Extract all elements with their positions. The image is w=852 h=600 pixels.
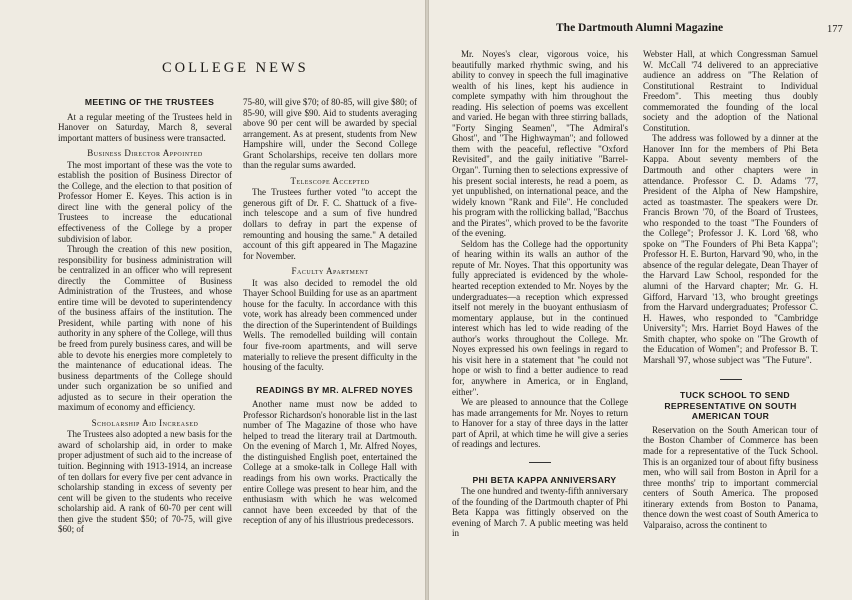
section-divider	[720, 379, 742, 380]
left-column-2	[243, 97, 417, 526]
trustees-intro: At a regular meeting of the Trustees held in Hanover on Saturday, March 8, several important matters of business were transacted.	[58, 111, 232, 143]
running-head: The Dartmouth Alumni Magazine	[556, 22, 724, 34]
subhead-telescope: Telescope Accepted	[290, 175, 370, 186]
subhead-faculty-apartment: Faculty Apartment	[291, 266, 369, 277]
noyes-heading: READINGS BY MR. ALFRED NOYES	[256, 384, 413, 395]
tuck-paragraph-1: Reservation on the South American tour of the Boston Chamber of Commerce has been made for a representative of the Tuck School. This is an organized tour of about fifty business men, who will sail from Boston in April for a three months' trip to important commercial centers of South America. The proposed itinerary extends from Boston to Panama, thence down the west coast of South America to Valparaiso, across the continent to	[643, 424, 818, 530]
noyes-paragraph-2: Mr. Noyes's clear, vigorous voice, his beautifully marked rhythmic swing, and his ability to convey in speech the full imaginative wealth of his lines, kept his audience in complete sympathy with him throughout the reading. His selection of poems was excellent and varied. He began with three stirring ballads, "Forty Singing Seamen", "The Admiral's Ghost", and "The Highwayman"; and followed them with the peaceful, reflective "Oxford Revisited", and the gaily initiative "Barrel-Organ". Turning then to selections expressive of his present social interests, he read a poem, as yet unpublished, on international peace, and the widely known "Rank and File". He concluded his program with the rollicking ballad, "Bacchus and the Pirates", which proved to be the favorite of the evening.	[452, 49, 628, 239]
left-column-1	[58, 97, 232, 535]
pbk-paragraph-3: The address was followed by a dinner at the Hanover Inn for the members of Phi Beta Kappa. About seventy members of the Dartmouth and other chapters were in attendance. Professor C. D. Adams '77, President of the Alpha of New Hampshire, acted as toastmaster. The speakers were Dr. Francis Brown '70, of the Board of Trustees, who responded to the toast "The Founders of the College"; Professor J. K. Lord '68, who spoke on "The Founders of Phi Beta Kappa"; Professor H. E. Burton, Harvard '90, who, in the absence of the regular delegate, Dean Thayer of the Harvard Law School, responded for the alumni of the Harvard chapter; Mr. G. H. Gifford, Harvard '13, who brought greetings from the Harvard undergraduates; Professor C. H. Hawes, who responded to "Cambridge University"; Mrs. Harriet Boyd Hawes of the Smith chapter, who spoke on "The Growth of the Education of Women"; and Professor B. T. Marshall '97, whose subject was "The Future".	[643, 133, 818, 365]
trustees-paragraph-4: 75-80, will give $70; of 80-85, will give $80; of 85-90, will give $90. Aid to students averaging above 90 per cent will be awarded by special arrangement. As at present, students from New Hampshire will, under the Second College Grant Scholarships, receive ten dollars more than the regular sums awarded.	[243, 97, 417, 171]
pbk-heading: PHI BETA KAPPA ANNIVERSARY	[472, 474, 617, 485]
left-page	[0, 0, 425, 600]
right-page	[429, 0, 852, 600]
trustees-paragraph-6: It was also decided to remodel the old Thayer School Building for use as an apartment house for the faculty. In accordance with this vote, work has already been commenced under the direction of the Superintendent of Buildings Wells. The remodelled building will contain four five-room apartments, and will serve materially to relieve the present difficulty in the housing of the faculty.	[243, 277, 417, 373]
section-title: COLLEGE NEWS	[162, 60, 309, 76]
section-divider	[529, 462, 551, 463]
trustees-paragraph-3: The Trustees also adopted a new basis for the award of scholarship aid, in order to make proper adjustment of such aid to the increase of tuition. Beginning with 1913-1914, an increase of ten dollars for every five per cent advance in scholarship standing in excess of seventy per cent will be given to the students who receive scholarship aid. A rank of 60-70 per cent will then give the student $50; of 70-75, will give $60; of	[58, 429, 232, 535]
trustees-paragraph-2: Through the creation of this new position, responsibility for business administration will be centralized in an officer who will represent directly the Committee of Business Administration of the Trustees, and whose entire time will be devoted to superintendency of the business affairs of the institution. The President, while parting with none of his authority in any sphere of the College, will thus be freed from purely business cares, and will be able to devote his energies more completely to the maintenance of educational ideas. The business departments of the College should under such organization be so unified and adjusted as to secure in their operation the maximum of economy and efficiency.	[58, 244, 232, 413]
page-number: 177	[827, 24, 843, 35]
trustees-paragraph-1: The most important of these was the vote to establish the position of Business Director of the College, and the election to that position of Professor Homer E. Keyes. This action is in direct line with the general policy of the Trustees to increase the educational effectiveness of the College by a proper subdivision of labor.	[58, 159, 232, 244]
trustees-heading: MEETING OF THE TRUSTEES	[84, 97, 215, 107]
trustees-paragraph-5: The Trustees further voted "to accept the generous gift of Dr. F. C. Shattuck of a five-inch telescope and a sum of five hundred dollars to defray in part the expense of remounting and housing the same." A detailed account of this gift appeared in The Magazine for November.	[243, 187, 417, 261]
noyes-paragraph-3: Seldom has the College had the opportunity of hearing within its walls an author of the repute of Mr. Noyes. That this opportunity was fully appreciated is evidenced by the whole-hearted reception extended to Mr. Noyes by the undergraduates—a reception which expressed itself not merely in the buoyant enthusiasm of momentary applause, but in the continued interest which has led to wide reading of the author's works throughout the College. Mr. Noyes expressed his own feelings in regard to his visit here in a statement that "he could not hope or wish to find a better audience to read for, anywhere in America, or in England, either".	[452, 238, 628, 397]
pbk-paragraph-2: Webster Hall, at which Congressman Samuel W. McCall '74 delivered to an appreciative audience an address on "The Relation of Constitutional Restraint to Individual Freedom". This meeting thus doubly commemorated the founding of the local society and the adoption of the National Constitution.	[643, 49, 818, 133]
tuck-heading: TUCK SCHOOL TO SEND REPRESENTATIVE ON SOUTH AMERICAN TOUR	[664, 390, 797, 422]
right-column-1	[452, 49, 628, 539]
right-column-2	[643, 49, 818, 530]
pbk-paragraph-1: The one hundred and twenty-fifth anniversary of the founding of the Dartmouth chapter of Phi Beta Kappa was fittingly observed on the evening of March 7. A public meeting was held in	[452, 486, 628, 539]
subhead-scholarship: Scholarship Aid Increased	[91, 417, 199, 428]
subhead-business-director: Business Director Appointed	[87, 148, 203, 159]
noyes-paragraph-1: Another name must now be added to Professor Richardson's honorable list in the last number of The Magazine of those who have helped to tread the literary trail at Dartmouth. On the evening of March 1, Mr. Alfred Noyes, the distinguished English poet, entertained the College at a smoke-talk in College Hall with readings from his own works. Practically the entire College was present to hear him, and the enthusiasm with which he was welcomed cannot have been exceeded by that of the reception of any of his illustrious predecessors.	[243, 399, 417, 526]
noyes-paragraph-4: We are pleased to announce that the College has made arrangements for Mr. Noyes to return to Hanover for a stay of three days in the latter part of April, at which time he will give a series of readings and lectures.	[452, 397, 628, 450]
